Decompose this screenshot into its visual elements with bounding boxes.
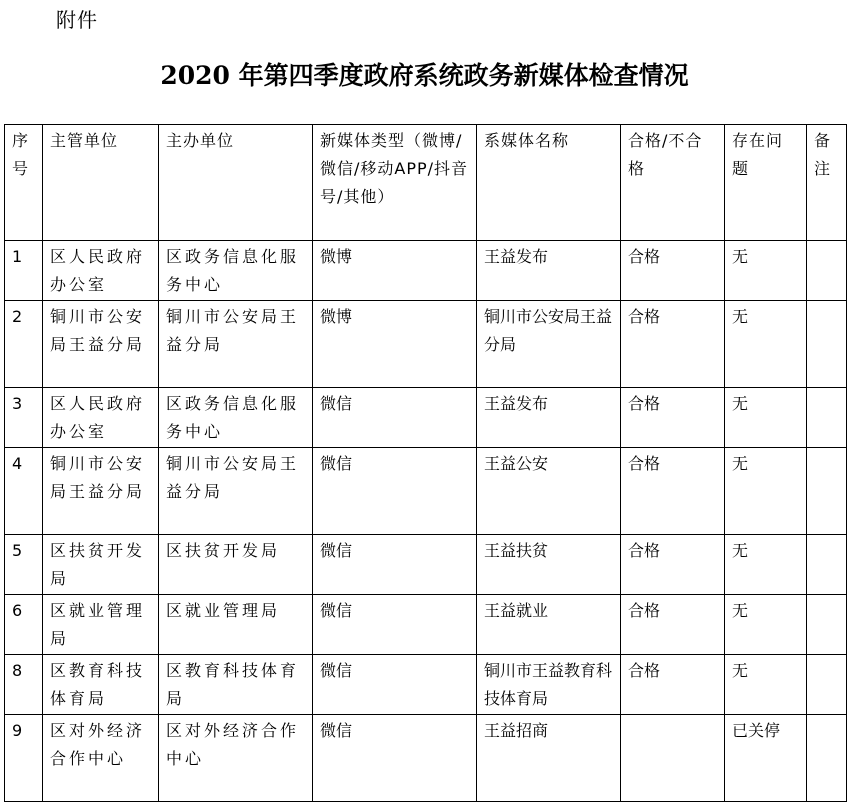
cell-host-unit: 区教育科技体育局 xyxy=(159,655,313,715)
header-host-unit: 主办单位 xyxy=(159,125,313,241)
table-row xyxy=(5,448,847,535)
attachment-label: 附件 xyxy=(56,8,98,32)
table-row xyxy=(5,715,847,802)
cell-index: 6 xyxy=(5,595,43,655)
cell-host-unit: 区扶贫开发局 xyxy=(159,535,313,595)
cell-remarks xyxy=(807,301,847,388)
cell-qualified: 合格 xyxy=(621,595,725,655)
inspection-table xyxy=(4,124,847,802)
cell-host-unit: 区对外经济合作中心 xyxy=(159,715,313,802)
cell-qualified: 合格 xyxy=(621,388,725,448)
cell-supervising-unit: 区人民政府办公室 xyxy=(43,241,159,301)
cell-media-type: 微博 xyxy=(313,301,477,388)
cell-problems: 无 xyxy=(725,535,807,595)
cell-media-type: 微信 xyxy=(313,535,477,595)
cell-host-unit: 区政务信息化服务中心 xyxy=(159,388,313,448)
cell-problems: 无 xyxy=(725,241,807,301)
cell-media-name: 王益发布 xyxy=(477,241,621,301)
table-row xyxy=(5,595,847,655)
cell-media-name: 王益发布 xyxy=(477,388,621,448)
cell-qualified xyxy=(621,715,725,802)
cell-media-name: 王益就业 xyxy=(477,595,621,655)
cell-supervising-unit: 区扶贫开发局 xyxy=(43,535,159,595)
cell-problems: 无 xyxy=(725,301,807,388)
cell-media-name: 王益招商 xyxy=(477,715,621,802)
cell-remarks xyxy=(807,448,847,535)
cell-remarks xyxy=(807,595,847,655)
cell-qualified: 合格 xyxy=(621,655,725,715)
cell-supervising-unit: 区人民政府办公室 xyxy=(43,388,159,448)
table-row xyxy=(5,241,847,301)
cell-supervising-unit: 区教育科技体育局 xyxy=(43,655,159,715)
cell-supervising-unit: 铜川市公安局王益分局 xyxy=(43,301,159,388)
cell-media-type: 微信 xyxy=(313,715,477,802)
cell-qualified: 合格 xyxy=(621,241,725,301)
cell-problems: 无 xyxy=(725,595,807,655)
cell-media-type: 微信 xyxy=(313,448,477,535)
header-qualified: 合格/不合格 xyxy=(621,125,725,241)
cell-host-unit: 区政务信息化服务中心 xyxy=(159,241,313,301)
cell-media-name: 铜川市王益教育科技体育局 xyxy=(477,655,621,715)
cell-remarks xyxy=(807,655,847,715)
cell-problems: 无 xyxy=(725,655,807,715)
header-media-name: 系媒体名称 xyxy=(477,125,621,241)
cell-index: 3 xyxy=(5,388,43,448)
table-row xyxy=(5,535,847,595)
cell-problems: 已关停 xyxy=(725,715,807,802)
cell-qualified: 合格 xyxy=(621,301,725,388)
cell-media-type: 微信 xyxy=(313,595,477,655)
cell-qualified: 合格 xyxy=(621,535,725,595)
table-row xyxy=(5,301,847,388)
header-problems: 存在问题 xyxy=(725,125,807,241)
cell-problems: 无 xyxy=(725,388,807,448)
cell-remarks xyxy=(807,241,847,301)
cell-index: 4 xyxy=(5,448,43,535)
header-supervising-unit: 主管单位 xyxy=(43,125,159,241)
cell-index: 2 xyxy=(5,301,43,388)
cell-media-type: 微信 xyxy=(313,388,477,448)
cell-supervising-unit: 区对外经济合作中心 xyxy=(43,715,159,802)
cell-media-name: 王益扶贫 xyxy=(477,535,621,595)
cell-index: 8 xyxy=(5,655,43,715)
cell-host-unit: 区就业管理局 xyxy=(159,595,313,655)
cell-qualified: 合格 xyxy=(621,448,725,535)
cell-supervising-unit: 铜川市公安局王益分局 xyxy=(43,448,159,535)
cell-remarks xyxy=(807,535,847,595)
cell-media-type: 微博 xyxy=(313,241,477,301)
cell-index: 9 xyxy=(5,715,43,802)
cell-supervising-unit: 区就业管理局 xyxy=(43,595,159,655)
cell-host-unit: 铜川市公安局王益分局 xyxy=(159,301,313,388)
table-row xyxy=(5,655,847,715)
header-index: 序号 xyxy=(5,125,43,241)
cell-problems: 无 xyxy=(725,448,807,535)
document-title: 2020 年第四季度政府系统政务新媒体检查情况 xyxy=(160,61,689,90)
cell-media-name: 铜川市公安局王益分局 xyxy=(477,301,621,388)
header-media-type: 新媒体类型（微博/微信/移动APP/抖音号/其他） xyxy=(313,125,477,241)
cell-remarks xyxy=(807,388,847,448)
table-header-row xyxy=(5,125,847,241)
cell-media-type: 微信 xyxy=(313,655,477,715)
header-remarks: 备注 xyxy=(807,125,847,241)
cell-media-name: 王益公安 xyxy=(477,448,621,535)
table-row xyxy=(5,388,847,448)
cell-index: 5 xyxy=(5,535,43,595)
cell-host-unit: 铜川市公安局王益分局 xyxy=(159,448,313,535)
cell-index: 1 xyxy=(5,241,43,301)
cell-remarks xyxy=(807,715,847,802)
